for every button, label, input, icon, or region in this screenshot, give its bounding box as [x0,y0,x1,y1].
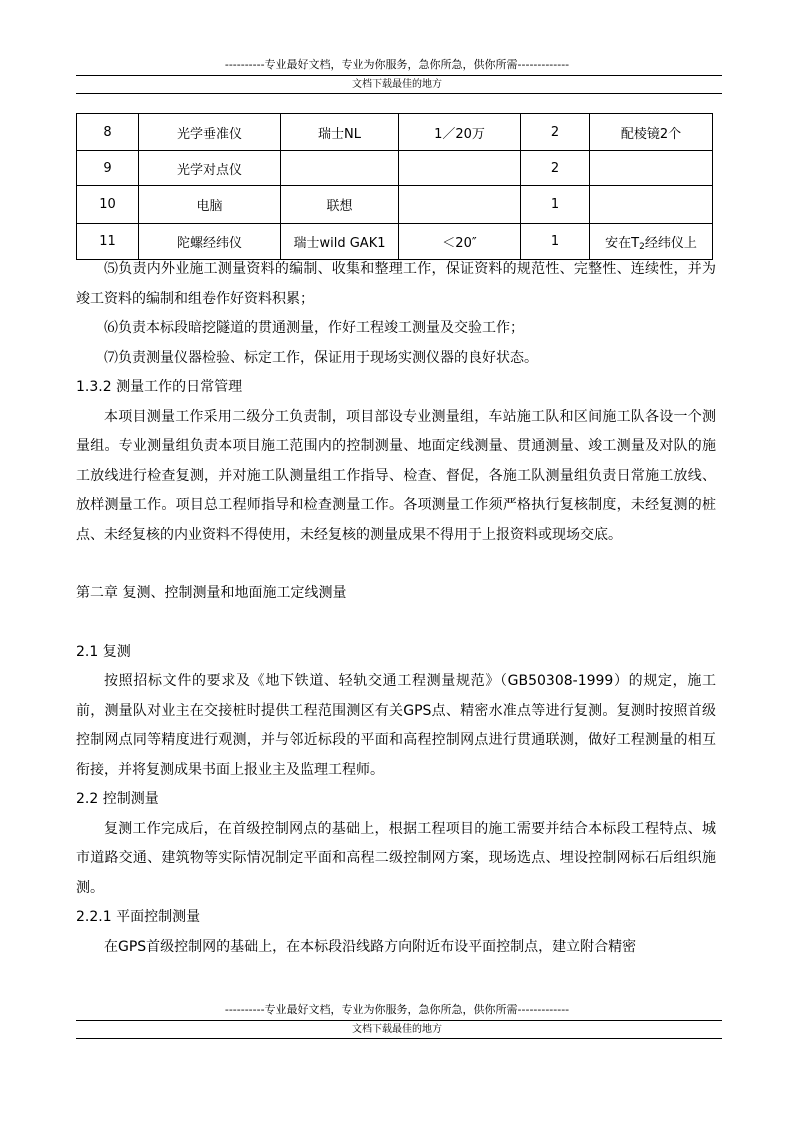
section-heading-2-1: 2.1 复测 [76,643,131,660]
instrument-model: 瑞士NL [281,114,399,151]
table-row [77,114,713,151]
duty-item-5: ⑸负责内外业施工测量资料的编制、收集和整理工作，保证资料的规范性、完整性、连续性，并为竣工资料的编制和组卷作好资料积累； [76,261,716,307]
row-number: 8 [77,114,139,151]
note-text-post: 经纬仪上 [644,236,697,251]
instrument-name: 光学垂准仪 [139,114,281,151]
paragraph-2-2: 复测工作完成后，在首级控制网点的基础上，根据工程项目的施工需要并结合本标段工程特点、城市道路交通、建筑物等实际情况制定平面和高程二级控制网方案，现场选点、埋设控制网标石后组织施测。 [76,820,716,896]
row-number: 9 [77,151,139,186]
table-row [77,186,713,224]
document-body [76,255,716,962]
instrument-quantity: 2 [521,114,590,151]
instrument-model: 联想 [281,186,399,224]
instrument-model [281,151,399,186]
equipment-table [76,113,713,260]
instrument-precision [399,151,521,186]
header-tagline: ----------专业最好文档，专业为你服务，急你所急，供你所需------------- [224,58,570,71]
note-subscript: 2 [639,242,645,252]
row-number: 11 [77,224,139,260]
header-site-name: 文档下载最佳的地方 [352,79,442,90]
instrument-name: 电脑 [139,186,281,224]
instrument-precision: 1／20万 [399,114,521,151]
row-number: 10 [77,186,139,224]
footer-rule-lower [76,1038,722,1039]
footer-tagline: ----------专业最好文档，专业为你服务，急你所急，供你所需------------- [224,1003,570,1016]
instrument-quantity: 2 [521,151,590,186]
chapter-heading-2: 第二章 复测、控制测量和地面施工定线测量 [76,585,347,601]
footer-site-name: 文档下载最佳的地方 [352,1024,442,1035]
duty-item-7: ⑺负责测量仪器检验、标定工作，保证用于现场实测仪器的良好状态。 [104,349,538,366]
section-heading-2-2: 2.2 控制测量 [76,791,159,807]
table-row [77,151,713,186]
section-heading-2-2-1: 2.2.1 平面控制测量 [76,909,201,925]
footer-rule [76,1020,722,1021]
instrument-model: 瑞士wild GAK1 [281,224,399,260]
duty-item-6: ⑹负责本标段暗挖隧道的贯通测量，作好工程竣工测量及交验工作； [104,320,524,336]
instrument-quantity: 1 [521,224,590,260]
instrument-precision: ＜20″ [399,224,521,260]
instrument-quantity: 1 [521,186,590,224]
instrument-note: 配棱镜2个 [590,114,713,151]
instrument-name: 陀螺经纬仪 [139,224,281,260]
header-rule-lower [76,93,722,94]
paragraph-2-2-1: 在GPS首级控制网的基础上，在本标段沿线路方向附近布设平面控制点，建立附合精密 [104,938,637,955]
note-text-pre: 安在T [605,236,640,251]
paragraph-2-1: 按照招标文件的要求及《地下铁道、轻轨交通工程测量规范》（GB50308-1999）的规定，施工前，测量队对业主在交接桩时提供工程范围测区有关GPS点、精密水准点等进行复测。复测时按照首级控制网点同等精度进行观测，并与邻近标段的平面和高程控制网点进行贯通联测，做好工程测量的相互衔接，并将复测成果书面上报业主及监理工程师。 [76,673,716,778]
instrument-note [590,186,713,224]
instrument-name: 光学对点仪 [139,151,281,186]
instrument-note [590,151,713,186]
header-rule [76,75,722,76]
paragraph-1-3-2: 本项目测量工作采用二级分工负责制，项目部设专业测量组，车站施工队和区间施工队各设一个测量组。专业测量组负责本项目施工范围内的控制测量、地面定线测量、贯通测量、竣工测量及对队的施工放线进行检查复测，并对施工队测量组工作指导、检查、督促，各施工队测量组负责日常施工放线、放样测量工作。项目总工程师指导和检查测量工作。各项测量工作须严格执行复核制度，未经复测的桩点、未经复核的内业资料不得使用，未经复核的测量成果不得用于上报资料或现场交底。 [76,408,716,543]
section-heading-1-3-2: 1.3.2 测量工作的日常管理 [76,379,243,395]
instrument-precision [399,186,521,224]
